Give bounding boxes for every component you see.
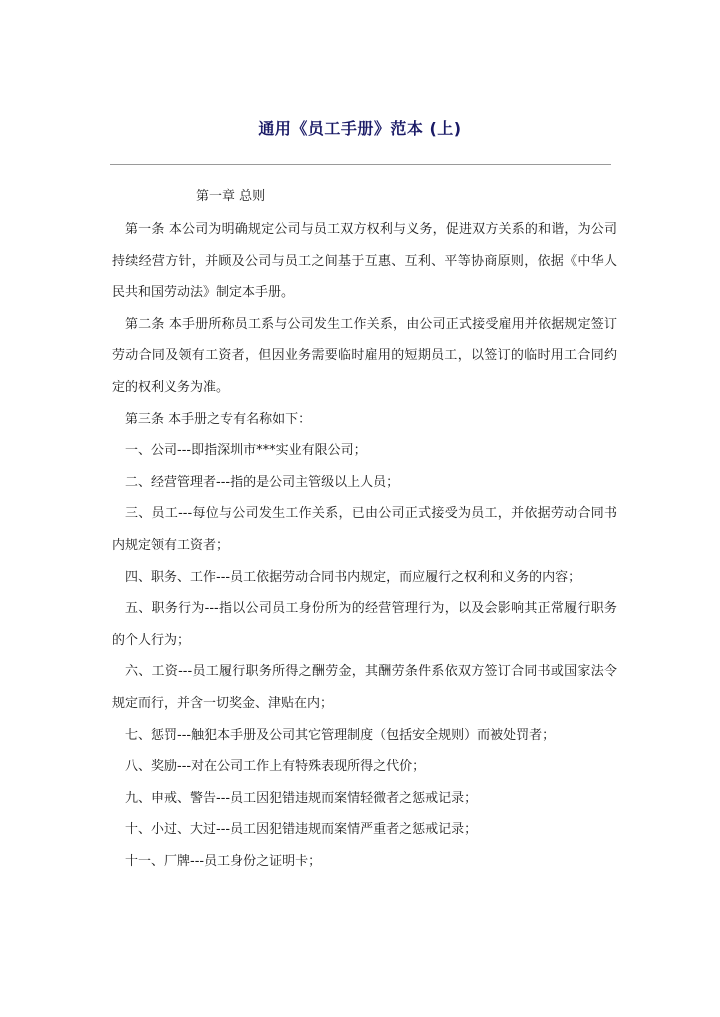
chapter-heading: 第一章 总则 (196, 189, 266, 204)
title-divider (110, 164, 611, 165)
definition-item: 十、小过、大过---员工因犯错违规而案情严重者之惩戒记录； (125, 822, 478, 838)
paragraph-article-2: 第二条 本手册所称员工系与公司发生工作关系，由公司正式接受雇用并依据规定签订劳动合同及领有工资者，但因业务需要临时雇用的短期员工，以签订的临时用工合同约定的权利义务为准。 (112, 316, 617, 395)
definition-item: 九、申戒、警告---员工因犯错违规而案情轻微者之惩戒记录； (125, 790, 478, 806)
definition-item: 二、经营管理者---指的是公司主管级以上人员； (125, 474, 400, 490)
paragraph-article-3: 第三条 本手册之专有名称如下： (125, 411, 312, 427)
definition-item: 四、职务、工作---员工依据劳动合同书内规定，而应履行之权利和义务的内容； (125, 569, 582, 585)
definition-item: 十一、厂牌---员工身份之证明卡； (125, 853, 322, 869)
document-title: 通用《员工手册》范本 (上) (258, 119, 462, 138)
definition-item: 三、员工---每位与公司发生工作关系，已由公司正式接受为员工，并依据劳动合同书内规定领有工资者； (112, 506, 617, 553)
definition-item: 六、工资---员工履行职务所得之酬劳金，其酬劳条件系依双方签订合同书或国家法令规定而行，并含一切奖金、津贴在内； (112, 664, 617, 711)
document-body (112, 214, 617, 877)
definition-item: 五、职务行为---指以公司员工身份所为的经营管理行为，以及会影响其正常履行职务的个人行为； (112, 601, 617, 648)
paragraph-article-1: 第一条 本公司为明确规定公司与员工双方权利与义务，促进双方关系的和谐，为公司持续经营方针，并顾及公司与员工之间基于互惠、互利、平等协商原则，依据《中华人民共和国劳动法》制定本手册。 (112, 222, 617, 301)
definition-item: 一、公司---即指深圳市***实业有限公司； (125, 443, 367, 459)
definition-item: 八、奖励---对在公司工作上有特殊表现所得之代价； (125, 759, 426, 775)
definition-item: 七、惩罚---触犯本手册及公司其它管理制度（包括安全规则）而被处罚者； (125, 727, 556, 743)
